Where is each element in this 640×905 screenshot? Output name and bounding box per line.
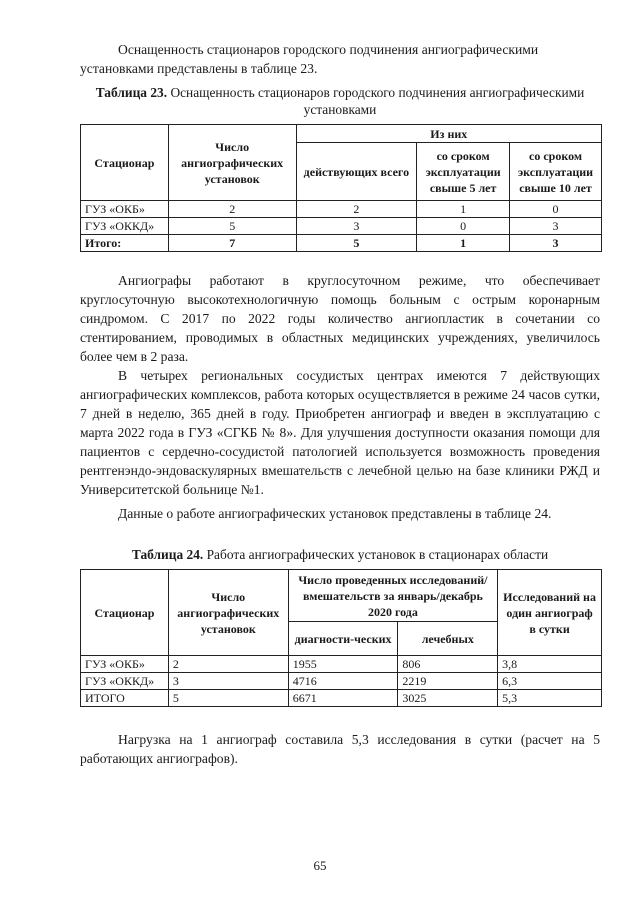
table-24-caption [80,546,600,563]
t24-cell-treat: 2219 [398,673,498,690]
t23-cell-name: ГУЗ «ОККД» [81,218,169,235]
table-24 [80,569,602,707]
t24-cell-name: ГУЗ «ОКБ» [81,656,169,673]
t23-cell-over10: 3 [510,235,602,252]
t23-cell-count: 7 [168,235,296,252]
t23-header-hospital: Стационар [81,125,169,201]
t24-cell-diag: 6671 [288,690,398,707]
t24-header-diag: диагности-ческих [288,622,398,656]
t23-header-count: Число ангиографических установок [168,125,296,201]
t23-cell-over5: 1 [417,201,510,218]
table-row-total [81,690,602,707]
t23-header-active: действующих всего [296,143,417,201]
table-row [81,201,602,218]
t23-cell-over5: 1 [417,235,510,252]
t23-cell-active: 2 [296,201,417,218]
t24-cell-name: ГУЗ «ОККД» [81,673,169,690]
table-24-label: Таблица 24. [131,547,204,562]
t24-cell-per-day: 6,3 [498,673,602,690]
t23-header-over5: со сроком эксплуатации свыше 5 лет [417,143,510,201]
table-23-caption [80,84,600,118]
table-24-title: Работа ангиографических установок в стационарах области [206,547,549,562]
table-23-label: Таблица 23. [95,85,168,100]
t23-cell-name: Итого: [81,235,169,252]
table-23 [80,124,602,252]
t24-cell-diag: 4716 [288,673,398,690]
paragraph-1: Ангиографы работают в круглосуточном режиме, что обеспечивает круглосуточную высокотехнологичную помощь больным с острым коронарным синдромом. С 2017 по 2022 годы количество ангиопластик в сочетании со стентированием, проводимых в областных медицинских учреждениях, увеличилось более чем в 2 раза. [80,273,600,364]
t23-cell-count: 5 [168,218,296,235]
t23-cell-active: 5 [296,235,417,252]
table-row [81,673,602,690]
t23-header-over10: со сроком эксплуатации свыше 10 лет [510,143,602,201]
intro-paragraph: Оснащенность стационаров городского подчинения ангиографическими установками представлены в таблице 23. [80,42,539,76]
t24-cell-treat: 3025 [398,690,498,707]
t24-header-group: Число проведенных исследований/вмешательств за январь/декабрь 2020 года [288,570,497,622]
table-row [81,656,602,673]
t23-cell-active: 3 [296,218,417,235]
t24-cell-diag: 1955 [288,656,398,673]
t24-cell-treat: 806 [398,656,498,673]
paragraph-3: Данные о работе ангиографических установок представлены в таблице 24. [118,506,552,521]
t23-cell-over5: 0 [417,218,510,235]
table-row-total [81,235,602,252]
table-23-title: Оснащенность стационаров городского подчинения ангиографическими установками [170,85,585,117]
table-row [81,218,602,235]
t23-cell-count: 2 [168,201,296,218]
t24-cell-name: ИТОГО [81,690,169,707]
t23-cell-name: ГУЗ «ОКБ» [81,201,169,218]
t24-header-treat: лечебных [398,622,498,656]
t23-cell-over10: 0 [510,201,602,218]
t24-cell-per-day: 3,8 [498,656,602,673]
page-number: 65 [313,858,327,873]
t23-header-group: Из них [296,125,601,143]
t24-cell-count: 3 [168,673,288,690]
t24-cell-per-day: 5,3 [498,690,602,707]
t23-cell-over10: 3 [510,218,602,235]
paragraph-4: Нагрузка на 1 ангиограф составила 5,3 исследования в сутки (расчет на 5 работающих ангиографов). [80,732,600,766]
paragraph-2: В четырех региональных сосудистых центрах имеются 7 действующих ангиографических комплексов, работа которых осуществляется в режиме 24 часов сутки, 7 дней в неделю, 365 дней в году. Приобретен ангиограф и введен в эксплуатацию с марта 2022 года в ГУЗ «СГКБ № 8». Для улучшения доступности оказания помощи для пациентов с сердечно-сосудистой патологией используется возможность проведения рентгенэндо-эндоваскулярных вмешательств с лечебной целью на базе клиники РЖД и Университетской больнице №1. [80,368,600,497]
t24-header-count: Число ангиографических установок [168,570,288,656]
t24-header-per-day: Исследований на один ангиограф в сутки [498,570,602,656]
t24-cell-count: 5 [168,690,288,707]
t24-cell-count: 2 [168,656,288,673]
t24-header-hospital: Стационар [81,570,169,656]
